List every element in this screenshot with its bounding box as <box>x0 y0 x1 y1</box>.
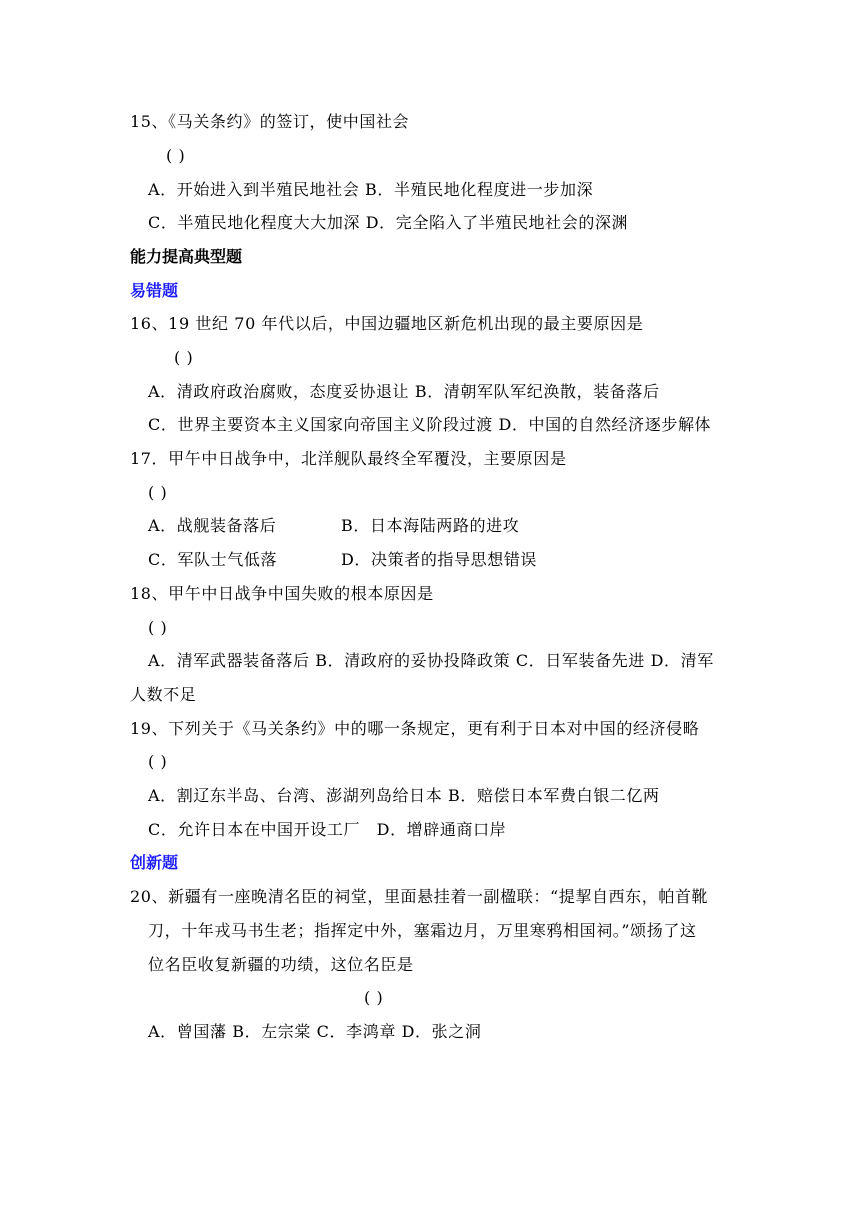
q19-options-cd: C．允许日本在中国开设工厂 D．增辟通商口岸 <box>148 820 507 839</box>
q17-option-b: B．日本海陆两路的进攻 <box>341 516 520 535</box>
q18-answer-blank: ( ) <box>148 618 168 637</box>
section-heading-ability: 能力提高典型题 <box>130 247 243 266</box>
section-heading-error-prone: 易错题 <box>130 281 179 300</box>
q18-stem: 18、甲午中日战争中国失败的根本原因是 <box>130 584 434 603</box>
q17-answer-blank: ( ) <box>148 483 168 502</box>
q18-options-line2: 人数不足 <box>130 685 197 704</box>
q16-answer-blank: ( ) <box>174 348 194 367</box>
q15-options-ab: A．开始进入到半殖民地社会 B．半殖民地化程度进一步加深 <box>148 180 594 199</box>
q16-stem: 16、19 世纪 70 年代以后，中国边疆地区新危机出现的最主要原因是 <box>130 314 644 333</box>
q19-options-ab: A．割辽东半岛、台湾、澎湖列岛给日本 B．赔偿日本军费白银二亿两 <box>148 786 660 805</box>
q20-stem-line1: 20、新疆有一座晚清名臣的祠堂，里面悬挂着一副楹联：“提挈自西东，帕首靴 <box>130 887 709 906</box>
q20-stem-line2: 刀，十年戎马书生老；指挥定中外，塞霜边月，万里寒鸦相国祠。”颂扬了这 <box>148 921 697 940</box>
q20-options: A．曾国藩 B．左宗棠 C．李鸿章 D．张之洞 <box>148 1022 482 1041</box>
q19-answer-blank: ( ) <box>148 752 168 771</box>
q15-options-cd: C．半殖民地化程度大大加深 D．完全陷入了半殖民地社会的深渊 <box>148 213 629 232</box>
q17-option-c: C．军队士气低落 <box>148 550 278 569</box>
q18-options-line1: A．清军武器装备落后 B．清政府的妥协投降政策 C．日军装备先进 D．清军 <box>148 651 714 670</box>
section-heading-innovation: 创新题 <box>130 853 179 872</box>
q17-stem: 17．甲午中日战争中，北洋舰队最终全军覆没，主要原因是 <box>130 449 567 468</box>
q19-stem: 19、下列关于《马关条约》中的哪一条规定，更有利于日本对中国的经济侵略 <box>130 719 700 738</box>
q20-stem-line3: 位名臣收复新疆的功绩，这位名臣是 <box>148 955 414 974</box>
q16-options-ab: A．清政府政治腐败，态度妥协退让 B．清朝军队军纪涣散，装备落后 <box>148 382 660 401</box>
q17-option-d: D．决策者的指导思想错误 <box>341 550 538 569</box>
q17-option-a: A．战舰装备落后 <box>148 516 277 535</box>
q20-answer-blank: ( ) <box>364 988 384 1007</box>
q15-stem: 15、《马关条约》的签订，使中国社会 <box>130 112 410 131</box>
q16-options-cd: C．世界主要资本主义国家向帝国主义阶段过渡 D．中国的自然经济逐步解体 <box>148 415 712 434</box>
q15-answer-blank: ( ) <box>166 146 186 165</box>
